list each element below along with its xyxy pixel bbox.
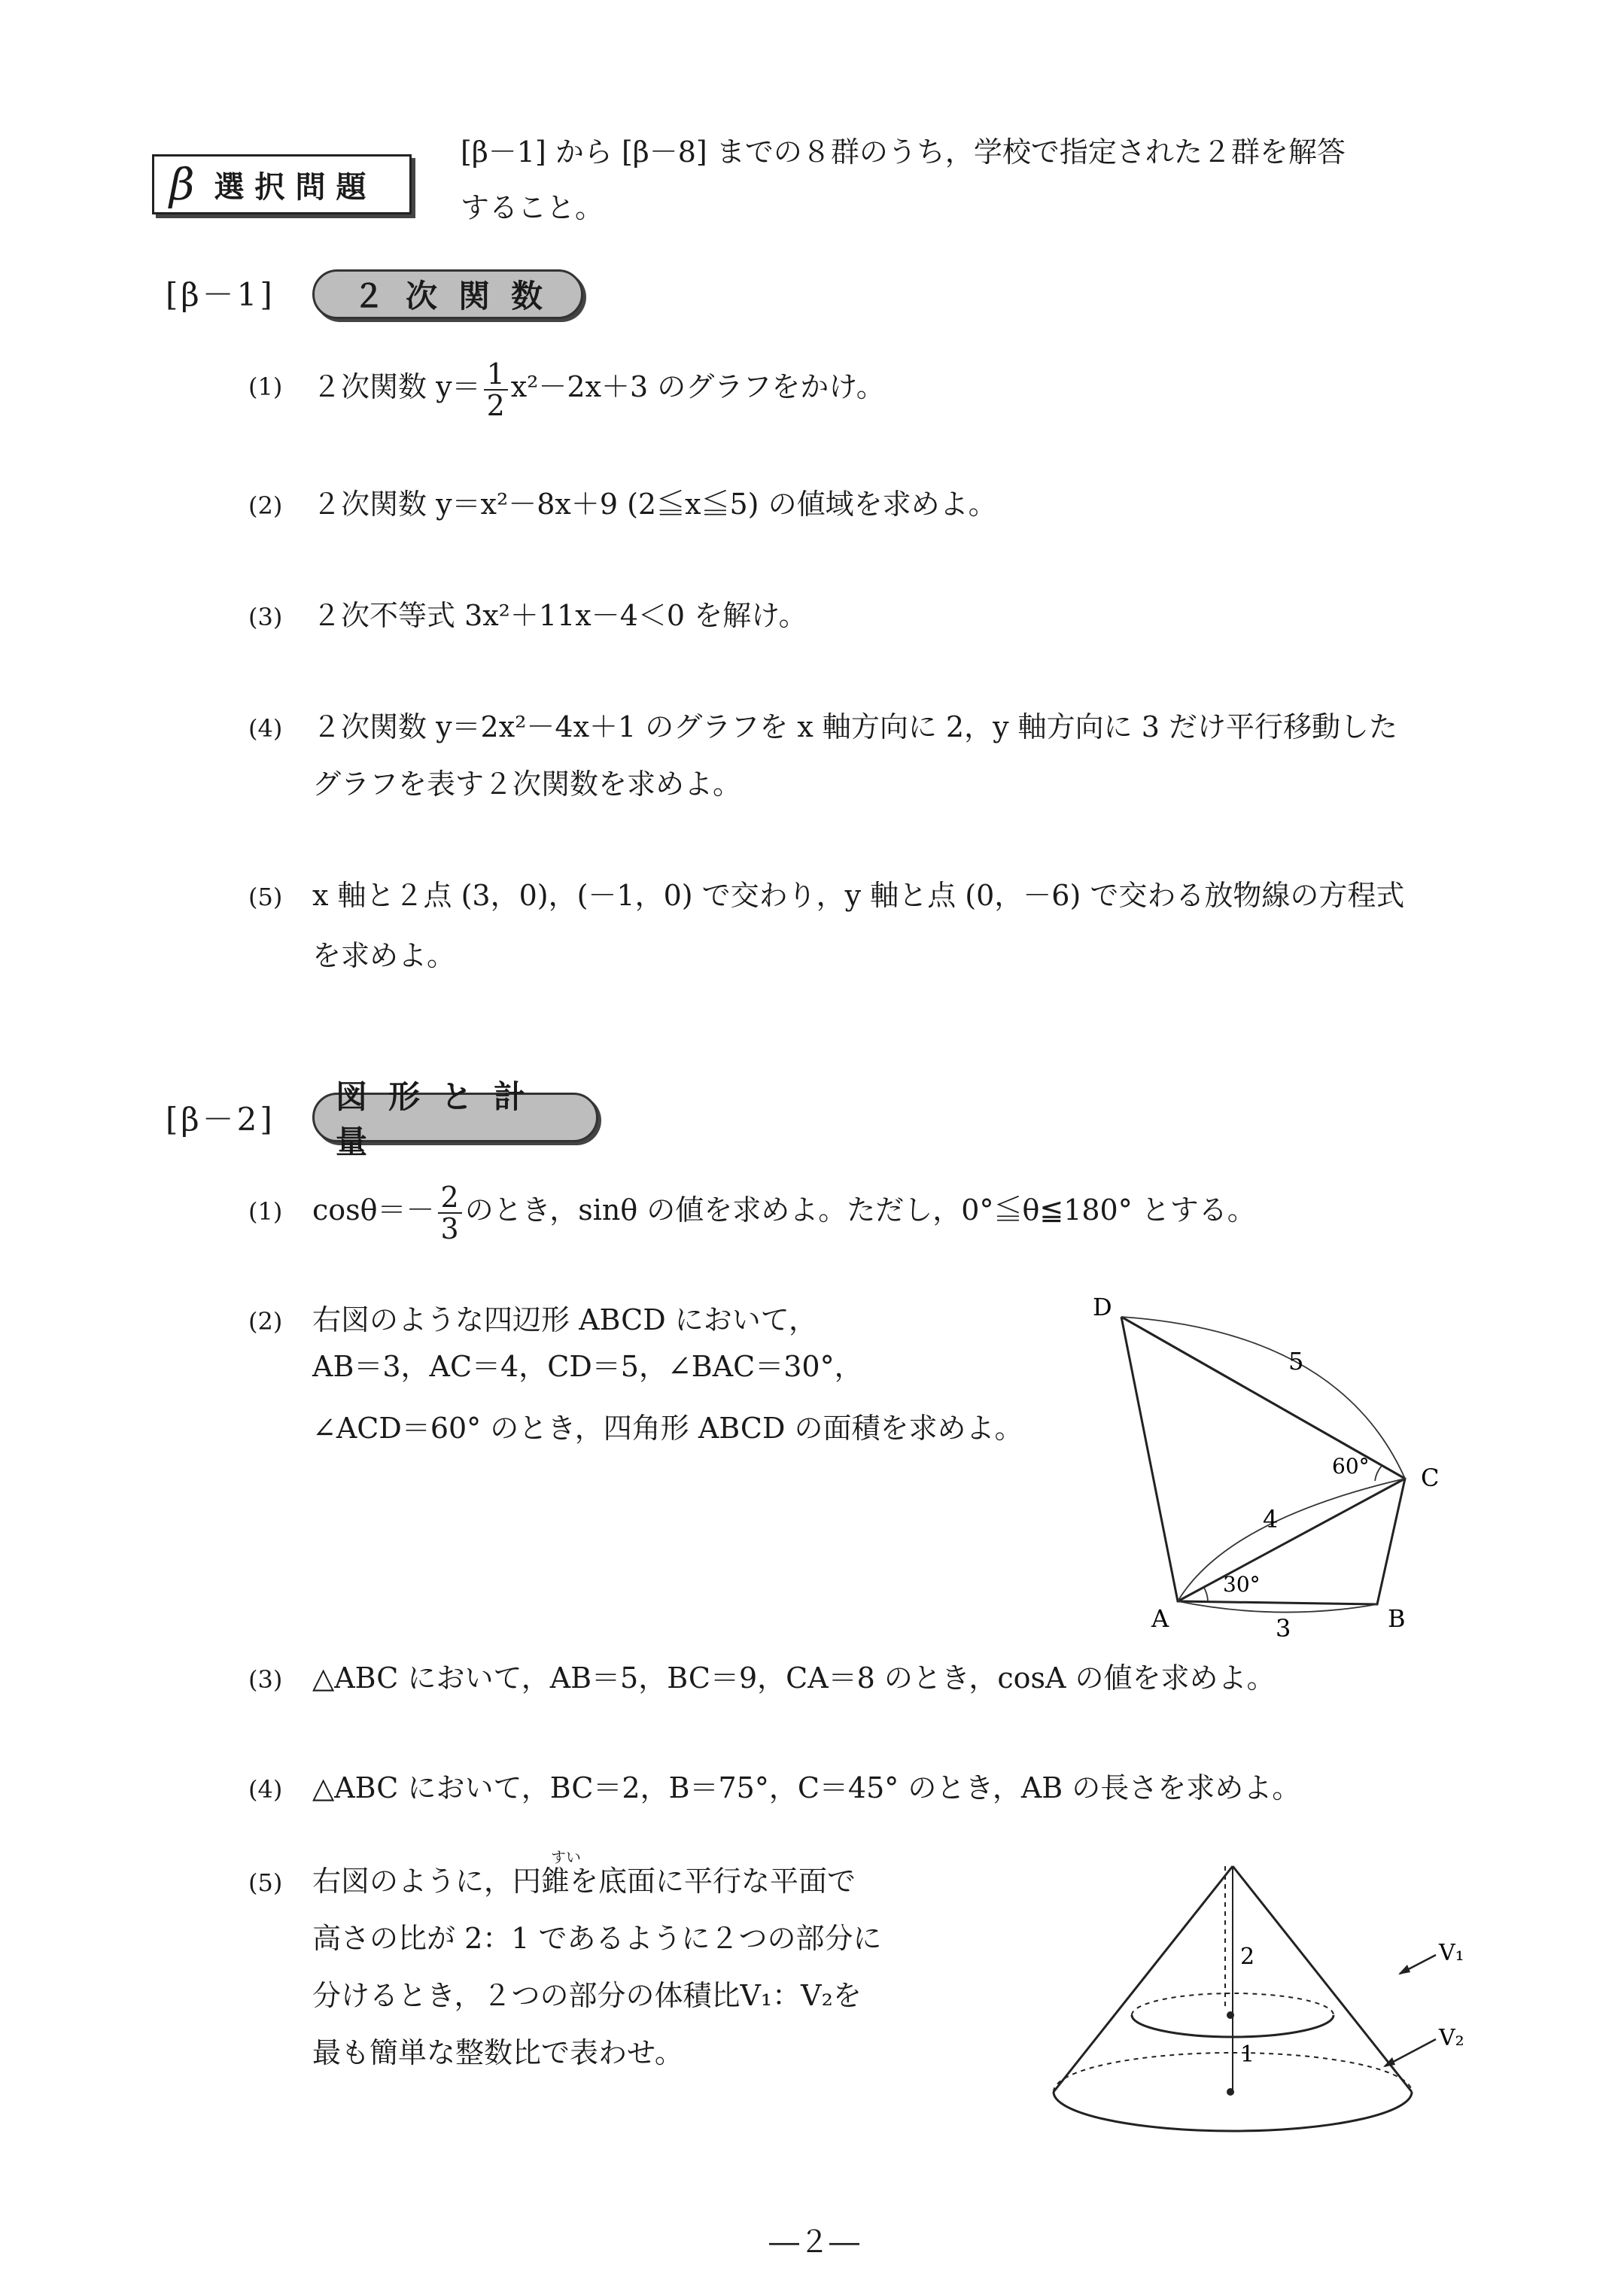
s1-q1-pre: ２次関数 y＝ — [312, 370, 481, 403]
section2-label: [β－2] — [166, 1101, 275, 1138]
s2-q1-frac-den: 3 — [440, 1211, 459, 1245]
s2-q5-line4: 最も簡単な整数比で表わせ。 — [312, 2036, 683, 2069]
section1-title-pill — [312, 269, 583, 319]
s1-q5-number: (5) — [248, 883, 283, 911]
s2-q1-frac-num: 2 — [438, 1182, 462, 1214]
s1-q1-frac-den: 2 — [486, 388, 505, 422]
cut-center-dot — [1227, 2011, 1234, 2019]
s1-q1-text — [312, 351, 885, 423]
s1-q4-number: (4) — [248, 714, 283, 743]
arc-angle-A — [1204, 1588, 1208, 1601]
s1-q4-line1: ２次関数 y＝2x²－4x＋1 のグラフを x 軸方向に 2，y 軸方向に 3 だけ平行移動した — [312, 710, 1397, 743]
instruction-line2: すること。 — [461, 191, 604, 224]
s2-q5-line2: 高さの比が 2：1 であるように２つの部分に — [312, 1922, 882, 1955]
s1-q5-line2: を求めよ。 — [312, 939, 456, 972]
cone-h-top: 2 — [1240, 1944, 1255, 1970]
s2-q1-post: のとき，sinθ の値を求めよ。ただし，0°≦θ≦180° とする。 — [464, 1193, 1256, 1227]
s2-q4-number: (4) — [248, 1775, 283, 1804]
section1-title: ２次関数 — [352, 278, 564, 315]
s1-q1-post: x²－2x＋3 のグラフをかけ。 — [510, 370, 885, 403]
cone-h-bottom: 1 — [1240, 2041, 1255, 2068]
section1-label: [β－1] — [166, 276, 275, 313]
cone-right-edge — [1233, 1866, 1412, 2092]
instruction-line1: [β－1] から [β－8] までの８群のうち，学校で指定された２群を解答 — [461, 135, 1346, 169]
v1-arrowhead — [1398, 1965, 1410, 1974]
s1-q2-text: ２次関数 y＝x²－8x＋9 (2≦x≦5) の値域を求めよ。 — [312, 488, 997, 521]
s1-q3-number: (3) — [248, 603, 283, 631]
s1-q4-line2: グラフを表す２次関数を求めよ。 — [312, 768, 742, 801]
angle-A: 30° — [1223, 1572, 1261, 1597]
s2-q1-fraction — [438, 1182, 462, 1244]
label-A: A — [1151, 1604, 1169, 1633]
arc-angle-C — [1375, 1466, 1382, 1481]
s1-q1-frac-num: 1 — [484, 359, 508, 391]
s2-q1-text — [312, 1174, 1256, 1246]
beta-symbol: β — [169, 159, 195, 210]
s1-q1-number: (1) — [248, 372, 283, 401]
diagonal-AC — [1178, 1479, 1405, 1601]
s2-q5-line3: 分けるとき，２つの部分の体積比V₁：V₂を — [312, 1979, 862, 2012]
s2-q4-text: △ABC において，BC＝2，B＝75°，C＝45° のとき，AB の長さを求めよ。 — [312, 1771, 1301, 1804]
len-DC: 5 — [1288, 1347, 1304, 1376]
cone-v2-label: V₂ — [1439, 2025, 1464, 2051]
s2-q2-line2: AB＝3，AC＝4，CD＝5，∠BAC＝30°， — [312, 1350, 863, 1383]
s2-q3-number: (3) — [248, 1665, 283, 1694]
label-B: B — [1388, 1604, 1406, 1633]
len-AB: 3 — [1276, 1614, 1291, 1640]
beta-title-box — [152, 154, 412, 214]
s2-q2-line3: ∠ACD＝60° のとき，四角形 ABCD の面積を求めよ。 — [312, 1412, 1023, 1445]
quadrilateral-figure — [1054, 1279, 1475, 1640]
section-kind-title: 選択問題 — [214, 169, 377, 205]
section2-title: 図形と計量 — [336, 1078, 547, 1160]
s1-q2-number: (2) — [248, 491, 283, 520]
s2-q1-number: (1) — [248, 1197, 283, 1226]
cone-v1-label: V₁ — [1439, 1940, 1464, 1966]
s2-q5-line1: 右図のように，円錐を底面に平行な平面で — [312, 1865, 856, 1898]
s1-q3-text: ２次不等式 3x²＋11x－4＜0 を解け。 — [312, 599, 807, 632]
base-center-dot — [1227, 2088, 1234, 2096]
s2-q1-pre: cosθ＝－ — [312, 1193, 435, 1227]
label-C: C — [1421, 1464, 1440, 1492]
s1-q1-fraction — [484, 359, 508, 421]
base-front-arc — [1054, 2092, 1412, 2131]
cone-figure — [1039, 1859, 1490, 2145]
s2-q2-number: (2) — [248, 1307, 283, 1336]
s1-q5-line1: x 軸と２点 (3，0)，(－1，0) で交わり，y 軸と点 (0，－6) で交わる放物線の方程式 — [312, 879, 1405, 912]
section2-title-pill — [312, 1078, 598, 1160]
s2-q2-line1: 右図のような四辺形 ABCD において， — [312, 1303, 818, 1336]
angle-C: 60° — [1332, 1454, 1370, 1479]
len-AC: 4 — [1263, 1505, 1279, 1534]
page-number: ―２― — [769, 2225, 859, 2260]
s2-q5-ruby: すい — [551, 1848, 581, 1866]
s2-q5-number: (5) — [248, 1868, 283, 1897]
label-D: D — [1093, 1293, 1112, 1321]
s2-q3-text: △ABC において，AB＝5，BC＝9，CA＝8 のとき，cosA の値を求めよ。 — [312, 1661, 1276, 1695]
